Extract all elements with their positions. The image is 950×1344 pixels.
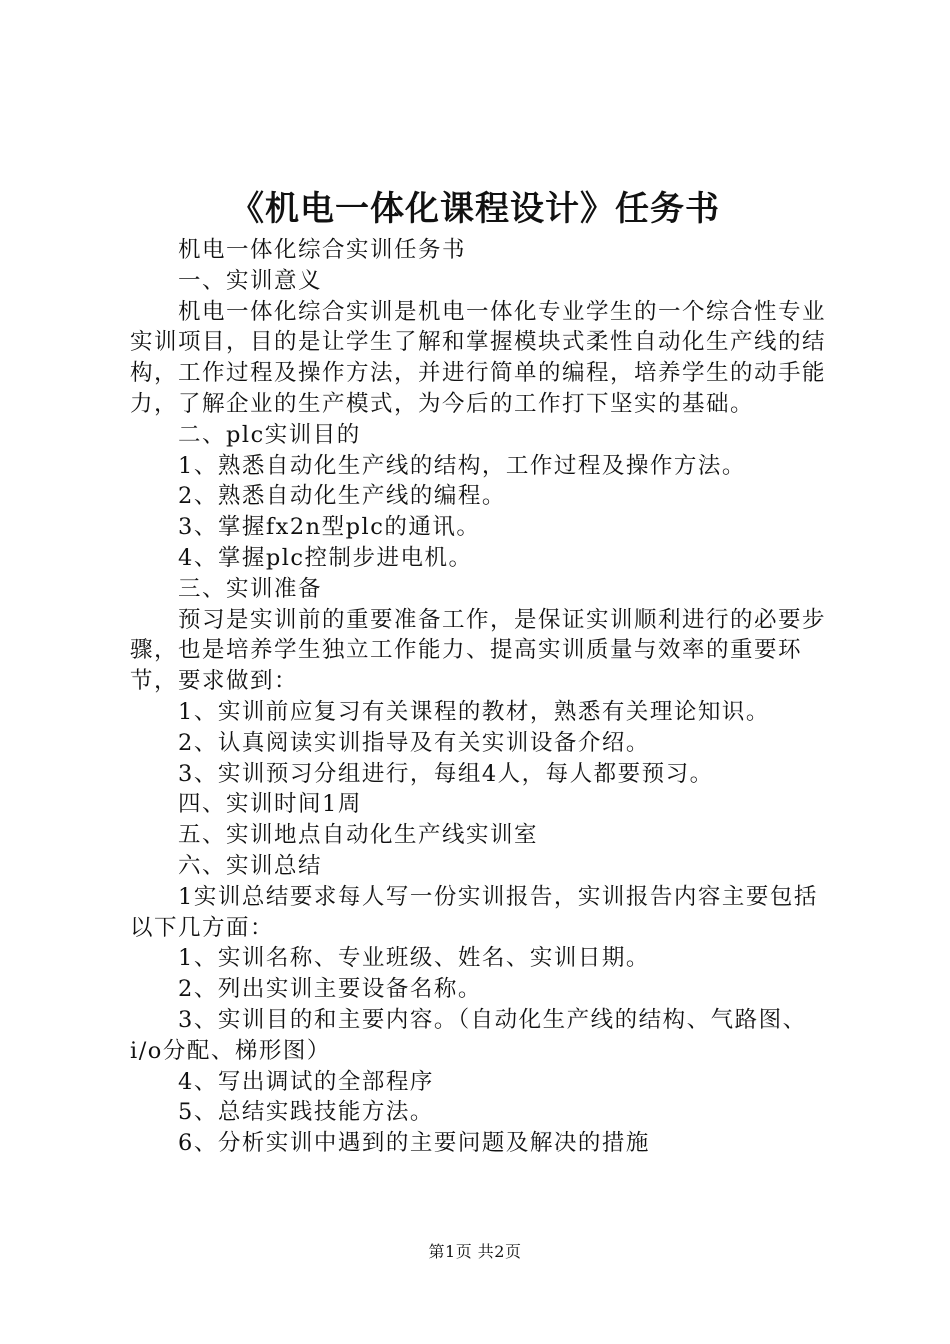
paragraph-preparation: 预习是实训前的重要准备工作，是保证实训顺利进行的必要步骤，也是培养学生独立工作能力、提高实训质量与效率的重要环节，要求做到： (130, 606, 827, 695)
section-heading-5: 五、实训地点自动化生产线实训室 (178, 822, 539, 849)
paragraph-subtitle: 机电一体化综合实训任务书 (178, 237, 467, 263)
document-title: 《机电一体化课程设计》任务书 (230, 189, 720, 229)
list-item: 3、掌握fx2n型plc的通讯。 (178, 514, 481, 541)
list-item: 3、实训目的和主要内容。（自动化生产线的结构、气路图、i/o分配、梯形图） (130, 1006, 807, 1064)
list-item: 2、熟悉自动化生产线的编程。 (178, 483, 506, 510)
page-footer: 第1页 共2页 (428, 1242, 522, 1261)
list-item: 5、总结实践技能方法。 (178, 1099, 434, 1126)
list-item: 4、写出调试的全部程序 (178, 1068, 434, 1095)
section-heading-2: 二、plc实训目的 (178, 421, 361, 448)
section-heading-6: 六、实训总结 (178, 852, 323, 879)
list-item: 6、分析实训中遇到的主要问题及解决的措施 (178, 1130, 650, 1157)
list-item: 3、实训预习分组进行，每组4人，每人都要预习。 (178, 760, 714, 787)
list-item: 2、认真阅读实训指导及有关实训设备介绍。 (178, 729, 650, 756)
list-item: 1、实训名称、专业班级、姓名、实训日期。 (178, 945, 650, 972)
paragraph-significance: 机电一体化综合实训是机电一体化专业学生的一个综合性专业实训项目，目的是让学生了解和掌握模块式柔性自动化生产线的结构，工作过程及操作方法，并进行简单的编程，培养学生的动手能力，了解企业的生产模式，为今后的工作打下坚实的基础。 (130, 298, 827, 417)
list-item: 1、熟悉自动化生产线的结构，工作过程及操作方法。 (178, 452, 746, 479)
list-item: 1、实训前应复习有关课程的教材，熟悉有关理论知识。 (178, 698, 770, 725)
paragraph-summary: 1实训总结要求每人写一份实训报告，实训报告内容主要包括以下几方面： (130, 883, 818, 941)
list-item: 2、列出实训主要设备名称。 (178, 976, 482, 1003)
document-body (130, 235, 835, 1159)
section-heading-4: 四、实训时间1周 (178, 791, 362, 818)
section-heading-1: 一、实训意义 (178, 267, 323, 294)
section-heading-3: 三、实训准备 (178, 575, 323, 602)
list-item: 4、掌握plc控制步进电机。 (178, 544, 473, 571)
